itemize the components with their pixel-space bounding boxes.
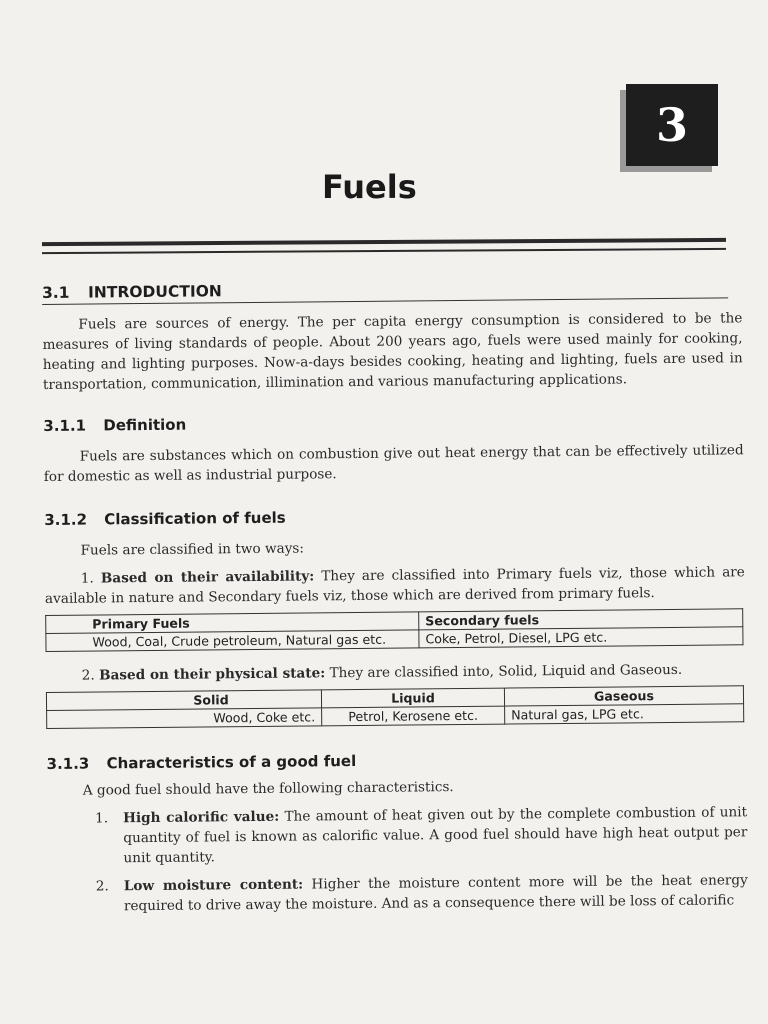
title-rule-thin (42, 248, 726, 254)
table-header: Primary Fuels (46, 612, 419, 634)
item-index: 2. (81, 667, 95, 684)
table-cell: Natural gas, LPG etc. (505, 704, 744, 724)
table-cell: Coke, Petrol, Diesel, LPG etc. (419, 627, 743, 648)
item-label: Based on their physical state: (98, 665, 326, 684)
classification-lead: Fuels are classified in two ways: (80, 540, 304, 559)
classification-state-paragraph (46, 659, 746, 686)
section-title: Classification of fuels (104, 508, 286, 529)
item-label: Based on their availability: (100, 568, 315, 587)
item-label: High calorific value: (123, 808, 280, 827)
item-index: 1. (80, 570, 94, 587)
table-header: Gaseous (504, 686, 743, 706)
section-title: Definition (103, 415, 187, 435)
section-title: INTRODUCTION (87, 282, 222, 302)
list-item (47, 802, 748, 869)
table-header: Liquid (321, 688, 504, 708)
table-cell: Wood, Coke etc. (47, 708, 322, 729)
definition-paragraph: Fuels are substances which on combustion give out heat energy that can be effectively utilized for domestic as well as industrial purpose. (43, 442, 744, 485)
availability-table (45, 608, 743, 652)
item-index: 1. (95, 810, 109, 827)
item-text: The amount of heat given out by the complete combustion of unit quantity of fuel is known as calorific value. A good fuel should have high heat output per unit quantity. (123, 804, 748, 867)
item-text: Higher the moisture content more will be the heat energy required to drive away the moisture. And as a consequence there will be loss of calorific (123, 872, 748, 915)
section-number: 3.1.3 (46, 754, 90, 773)
section-heading-classification (44, 504, 744, 529)
section-heading-introduction (42, 277, 728, 305)
chapter-number: 3 (655, 98, 688, 152)
item-text: They are classified into Primary fuels viz, those which are available in nature and Secondary fuels viz, those which are derived from primary fuels. (44, 564, 745, 607)
page-content (42, 277, 748, 925)
characteristics-lead: A good fuel should have the following characteristics. (82, 779, 454, 799)
section-number: 3.1.2 (44, 510, 88, 529)
intro-paragraph: Fuels are sources of energy. The per capita energy consumption is considered to be the measures of living standards of people. About 200 years ago, fuels were used mainly for cooking, heating and lighting purposes. Now-a-days besides cooking, heating and lighting, fuels are used in transportation, communication, illimination and various manufacturing applications. (42, 310, 743, 393)
table-cell: Petrol, Kerosene etc. (322, 706, 505, 726)
chapter-title: Fuels (322, 168, 417, 206)
table-header: Secondary fuels (419, 609, 743, 630)
table-header: Solid (46, 690, 321, 711)
title-rule-thick (42, 238, 726, 246)
chapter-number-badge (626, 84, 718, 166)
item-label: Low moisture content: (123, 876, 304, 895)
section-number: 3.1.1 (43, 416, 87, 435)
table-cell: Wood, Coal, Crude petroleum, Natural gas etc. (46, 630, 419, 652)
list-item (48, 870, 748, 917)
item-index: 2. (95, 878, 109, 895)
section-heading-characteristics (47, 748, 747, 773)
physical-state-table (46, 685, 744, 729)
item-text: They are classified into, Solid, Liquid and Gaseous. (325, 661, 683, 682)
section-title: Characteristics of a good fuel (106, 752, 357, 773)
characteristics-list (47, 802, 748, 917)
classification-availability-paragraph (45, 562, 745, 609)
section-number: 3.1 (42, 283, 70, 302)
section-heading-definition (43, 410, 743, 435)
